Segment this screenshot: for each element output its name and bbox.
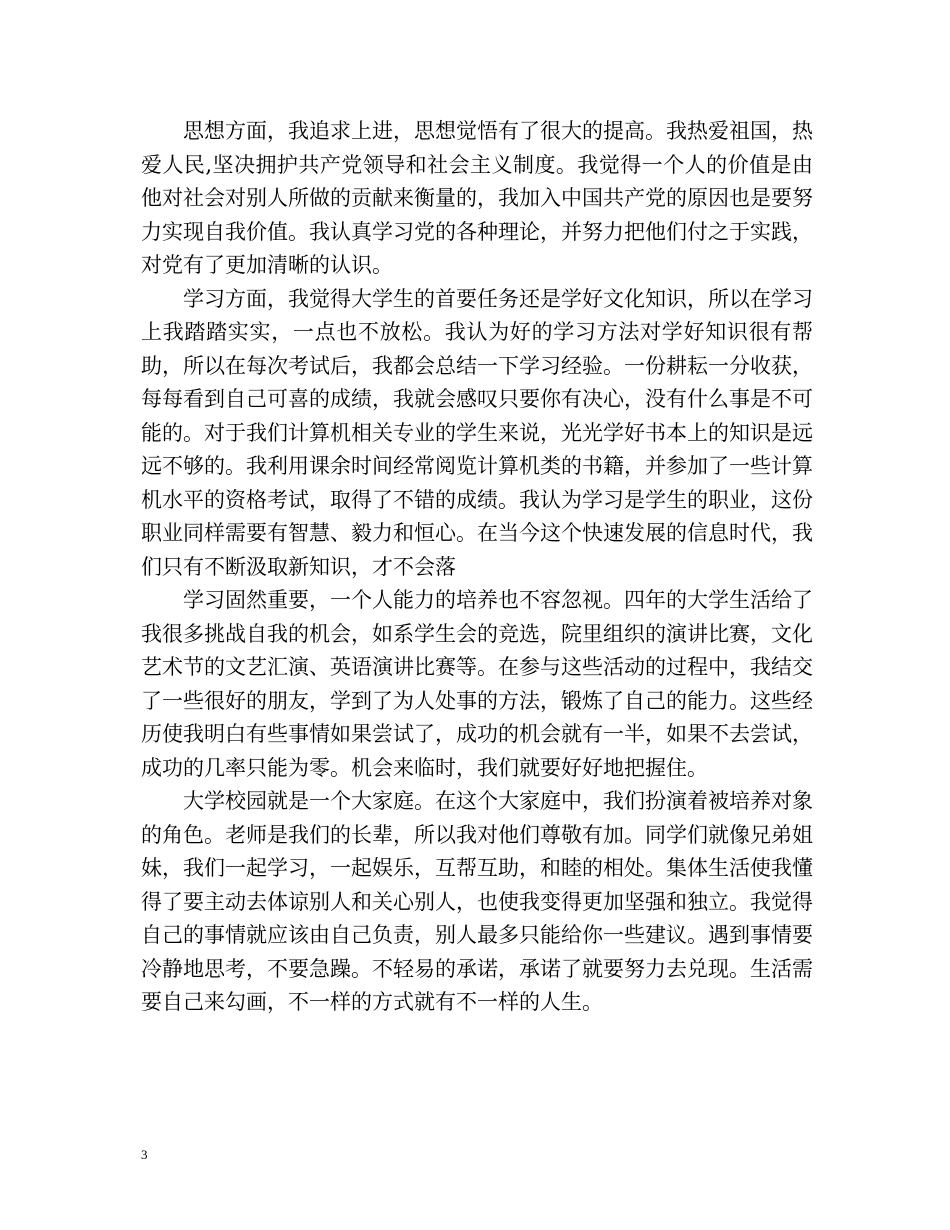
- page-number: 3: [141, 1147, 148, 1162]
- paragraph-ideology: 思想方面，我追求上进，思想觉悟有了很大的提高。我热爱祖国，热爱人民,坚决拥护共产党领导和社会主义制度。我觉得一个人的价值是由他对社会对别人所做的贡献来衡量的，我加入中国共产党的原因也是要努力实现自我价值。我认真学习党的各种理论，并努力把他们付之于实践，对党有了更加清晰的认识。: [141, 119, 813, 277]
- body-text: [141, 115, 813, 1020]
- paragraph-ability: 学习固然重要，一个人能力的培养也不容忽视。四年的大学生活给了我很多挑战自我的机会，如系学生会的竞选，院里组织的演讲比赛，文化艺术节的文艺汇演、英语演讲比赛等。在参与这些活动的过程中，我结交了一些很好的朋友，学到了为人处事的方法，锻炼了自己的能力。这些经历使我明白有些事情如果尝试了，成功的机会就有一半，如果不去尝试，成功的几率只能为零。机会来临时，我们就要好好地把握住。: [141, 588, 813, 780]
- paragraph-study: 学习方面，我觉得大学生的首要任务还是学好文化知识，所以在学习上我踏踏实实，一点也不放松。我认为好的学习方法对学好知识很有帮助，所以在每次考试后，我都会总结一下学习经验。一份耕耘一分收获，每每看到自己可喜的成绩，我就会感叹只要你有决心，没有什么事是不可能的。对于我们计算机相关专业的学生来说，光光学好书本上的知识是远远不够的。我利用课余时间经常阅览计算机类的书籍，并参加了一些计算机水平的资格考试，取得了不错的成绩。我认为学习是学生的职业，这份职业同样需要有智慧、毅力和恒心。在当今这个快速发展的信息时代，我们只有不断汲取新知识，才不会落: [141, 286, 813, 579]
- paragraph-campus-life: 大学校园就是一个大家庭。在这个大家庭中，我们扮演着被培养对象的角色。老师是我们的长辈，所以我对他们尊敬有加。同学们就像兄弟姐妹，我们一起学习，一起娱乐，互帮互助，和睦的相处。集体生活使我懂得了要主动去体谅别人和关心别人，也使我变得更加坚强和独立。我觉得自己的事情就应该由自己负责，别人最多只能给你一些建议。遇到事情要冷静地思考，不要急躁。不轻易的承诺，承诺了就要努力去兑现。生活需要自己来勾画，不一样的方式就有不一样的人生。: [141, 789, 813, 1014]
